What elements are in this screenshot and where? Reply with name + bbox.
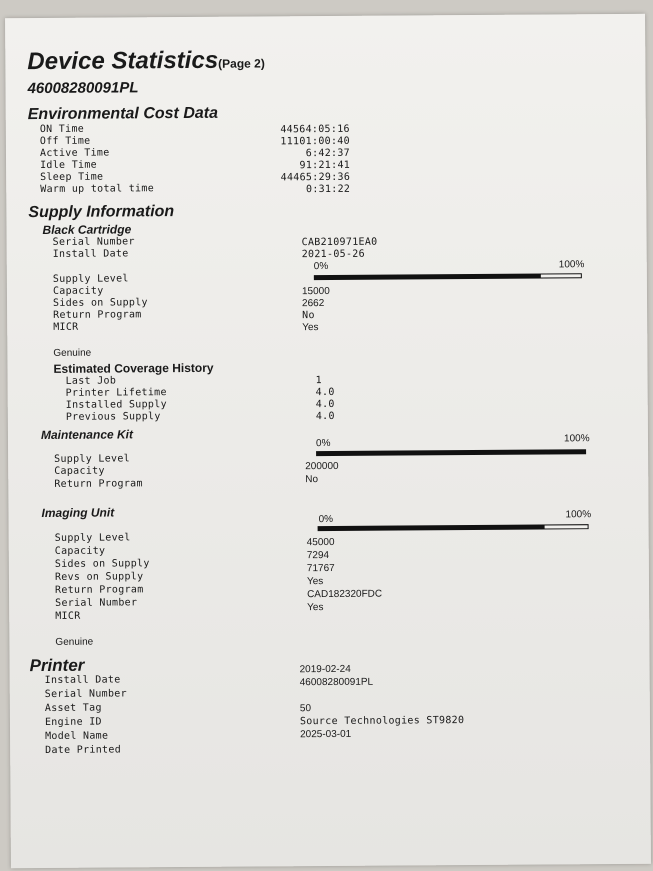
bc-capacity-label: Capacity	[52, 285, 104, 297]
mk-scale-max: 100%	[563, 433, 590, 445]
printer-install-value: 2019-02-24	[299, 663, 351, 676]
bc-scale-min: 0%	[313, 260, 329, 273]
coverage-label-last-job: Last Job	[65, 375, 117, 387]
bc-micr-label: MICR	[53, 321, 79, 333]
coverage-label-lifetime: Printer Lifetime	[65, 387, 167, 399]
env-label-idle-time: Idle Time	[40, 159, 97, 172]
printer-engine-value: 50	[299, 703, 312, 715]
env-label-on-time: ON Time	[39, 123, 85, 136]
bc-install-value: 2021-05-26	[301, 248, 365, 261]
env-value-off-time: 11101:00:40	[280, 135, 350, 148]
printer-heading: Printer	[29, 655, 85, 676]
printer-model-label: Model Name	[45, 730, 109, 742]
bc-serial-value: CAB210971EA0	[301, 236, 378, 249]
iu-revs-label: Revs on Supply	[54, 571, 144, 583]
coverage-value-lifetime: 4.0	[315, 386, 335, 399]
iu-return-label: Return Program	[54, 584, 144, 596]
env-label-warmup: Warm up total time	[40, 183, 155, 196]
iu-capacity-label: Capacity	[54, 545, 106, 557]
env-value-idle-time: 91:21:41	[299, 159, 351, 172]
bc-install-label: Install Date	[52, 248, 129, 260]
mk-capacity-label: Capacity	[54, 465, 105, 477]
coverage-heading: Estimated Coverage History	[53, 360, 214, 376]
iu-return-value: Yes	[306, 576, 324, 588]
coverage-value-installed: 4.0	[315, 398, 335, 411]
printer-serial-label: Serial Number	[44, 688, 127, 700]
iu-micr-value: Yes	[307, 602, 324, 614]
mk-supply-level-bar	[316, 449, 586, 456]
printer-asset-label: Asset Tag	[44, 702, 102, 714]
printer-serial-value: 46008280091PL	[299, 676, 374, 689]
env-value-sleep-time: 44465:29:36	[280, 171, 351, 184]
coverage-value-last-job: 1	[315, 375, 322, 387]
page-label: (Page 2)	[218, 56, 265, 71]
printer-date-value: 2025-03-01	[300, 728, 352, 741]
iu-supply-level-bar	[318, 524, 589, 531]
iu-genuine-label: Genuine	[55, 636, 94, 648]
iu-revs-value: 71767	[306, 562, 335, 575]
bc-level-label: Supply Level	[52, 273, 129, 285]
bc-micr-value: Yes	[302, 322, 319, 334]
env-label-sleep-time: Sleep Time	[40, 171, 104, 184]
bc-return-value: No	[302, 310, 315, 322]
printer-install-label: Install Date	[44, 674, 121, 686]
iu-scale-min: 0%	[318, 513, 334, 526]
coverage-label-installed: Installed Supply	[65, 399, 167, 411]
bc-supply-level-bar	[314, 273, 582, 280]
mk-capacity-value: 200000	[305, 460, 339, 473]
bc-return-label: Return Program	[53, 309, 142, 321]
iu-level-label: Supply Level	[54, 532, 131, 544]
printer-engine-label: Engine ID	[44, 716, 102, 728]
mk-level-label: Supply Level	[54, 453, 131, 465]
black-cartridge-heading: Black Cartridge	[42, 222, 132, 237]
mk-return-value: No	[305, 474, 319, 486]
env-value-on-time: 44564:05:16	[280, 123, 350, 136]
bc-sides-label: Sides on Supply	[52, 297, 148, 309]
bc-scale-max: 100%	[558, 259, 585, 271]
page-title	[27, 46, 265, 76]
bc-supply-level-empty	[541, 274, 581, 277]
printer-date-label: Date Printed	[45, 744, 122, 756]
coverage-label-previous: Previous Supply	[65, 411, 161, 423]
env-label-off-time: Off Time	[39, 135, 91, 148]
iu-capacity-value: 45000	[306, 536, 335, 549]
mk-return-label: Return Program	[54, 478, 143, 490]
supply-heading: Supply Information	[28, 203, 175, 222]
imaging-unit-heading: Imaging Unit	[41, 505, 115, 521]
bc-capacity-value: 15000	[301, 285, 330, 298]
iu-scale-max: 100%	[565, 509, 592, 521]
iu-supply-level-empty	[545, 525, 588, 528]
title-text: Device Statistics	[27, 46, 219, 76]
bc-serial-label: Serial Number	[52, 236, 135, 248]
iu-micr-label: MICR	[55, 610, 81, 622]
coverage-value-previous: 4.0	[315, 410, 335, 423]
env-label-active-time: Active Time	[39, 147, 110, 160]
iu-serial-value: CAD182320FDC	[307, 588, 383, 601]
environmental-heading: Environmental Cost Data	[27, 104, 219, 124]
mk-scale-min: 0%	[315, 437, 331, 450]
env-value-active-time: 6:42:37	[305, 147, 351, 160]
printer-model-value: Source Technologies ST9820	[299, 715, 465, 728]
printed-report-page	[5, 14, 651, 868]
env-value-warmup: 0:31:22	[305, 183, 351, 196]
bc-genuine-label: Genuine	[53, 347, 92, 359]
iu-sides-value: 7294	[306, 549, 330, 562]
iu-sides-label: Sides on Supply	[54, 558, 150, 570]
maintenance-kit-heading: Maintenance Kit	[40, 427, 134, 443]
iu-serial-label: Serial Number	[55, 597, 138, 609]
bc-sides-value: 2662	[302, 298, 325, 310]
device-serial: 46008280091PL	[27, 79, 139, 98]
